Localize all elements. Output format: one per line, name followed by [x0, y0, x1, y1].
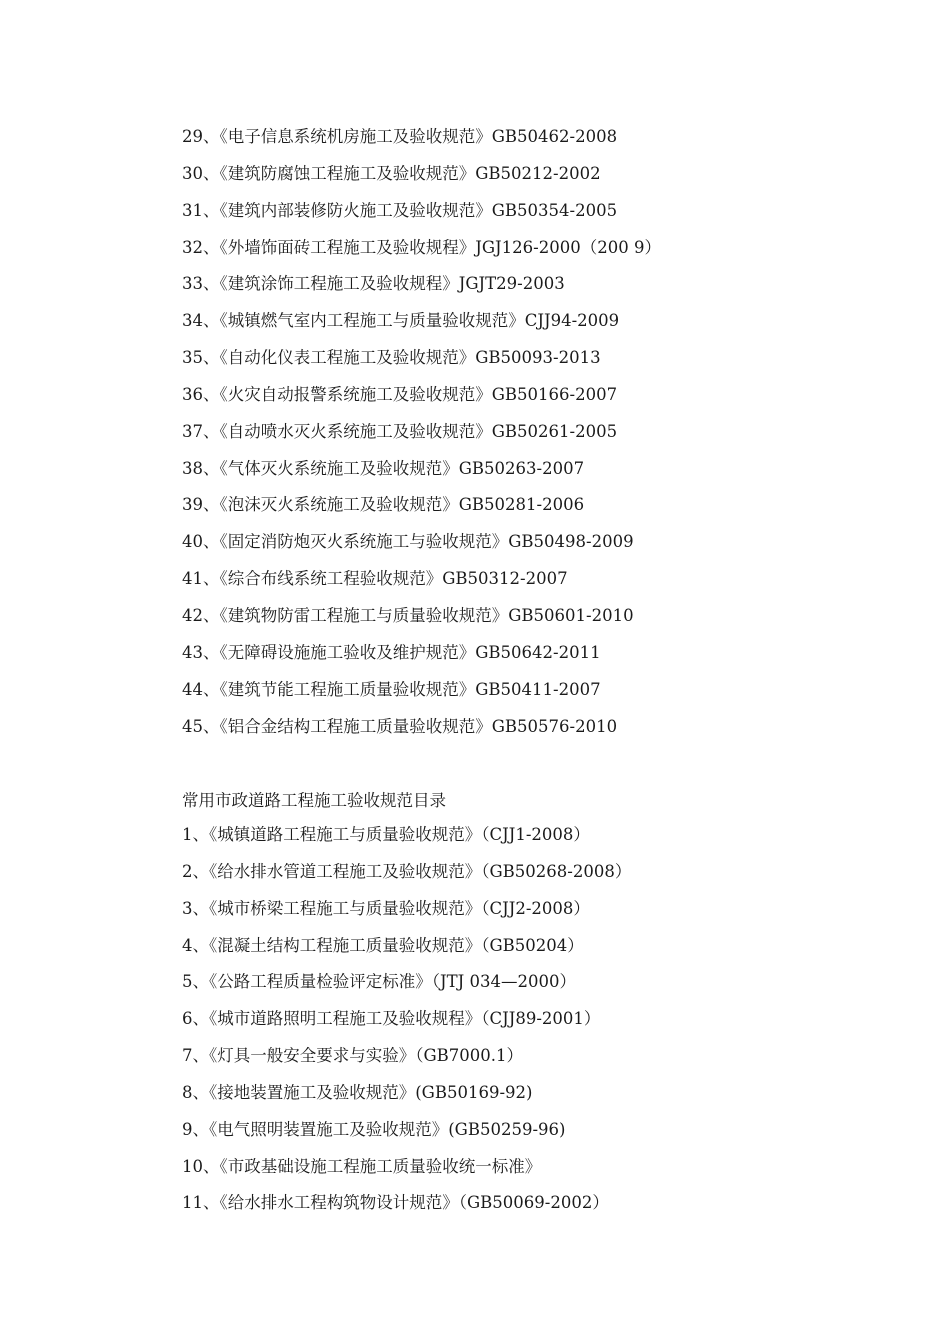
list-item: 44、《建筑节能工程施工质量验收规范》GB50411-2007	[182, 679, 601, 699]
list-item: 35、《自动化仪表工程施工及验收规范》GB50093-2013	[182, 348, 601, 368]
list-item: 5、《公路工程质量检验评定标准》（JTJ 034—2000）	[182, 972, 576, 992]
list-item: 30、《建筑防腐蚀工程施工及验收规范》GB50212-2002	[182, 163, 601, 183]
list-item: 39、《泡沫灭火系统施工及验收规范》GB50281-2006	[182, 495, 585, 515]
list-item: 3、《城市桥梁工程施工与质量验收规范》（CJJ2-2008）	[182, 898, 590, 918]
list-item: 6、《城市道路照明工程施工及验收规程》（CJJ89-2001）	[182, 1009, 601, 1029]
list-item: 31、《建筑内部装修防火施工及验收规范》GB50354-2005	[182, 200, 618, 220]
list-item: 37、《自动喷水灭火系统施工及验收规范》GB50261-2005	[182, 421, 618, 441]
list-item: 41、《综合布线系统工程验收规范》GB50312-2007	[182, 569, 568, 589]
list-item: 36、《火灾自动报警系统施工及验收规范》GB50166-2007	[182, 384, 618, 404]
list-item: 33、《建筑涂饰工程施工及验收规程》JGJT29-2003	[182, 274, 565, 294]
list-item: 9、《电气照明装置施工及验收规范》(GB50259-96)	[182, 1119, 566, 1139]
section-heading: 常用市政道路工程施工验收规范目录	[182, 791, 446, 810]
list-item: 10、《市政基础设施工程施工质量验收统一标准》	[182, 1156, 542, 1176]
list-item: 43、《无障碍设施施工验收及维护规范》GB50642-2011	[182, 642, 601, 662]
list-item: 38、《气体灭火系统施工及验收规范》GB50263-2007	[182, 458, 585, 478]
list-item: 42、《建筑物防雷工程施工与质量验收规范》GB50601-2010	[182, 605, 634, 625]
municipal-standards-list	[182, 821, 631, 1226]
list-item: 1、《城镇道路工程施工与质量验收规范》（CJJ1-2008）	[182, 825, 590, 844]
list-item: 7、《灯具一般安全要求与实验》（GB7000.1）	[182, 1046, 524, 1066]
list-item: 2、《给水排水管道工程施工及验收规范》（GB50268-2008）	[182, 861, 632, 881]
list-item: 8、《接地装置施工及验收规范》(GB50169-92)	[182, 1082, 533, 1102]
list-item: 40、《固定消防炮灭火系统施工与验收规范》GB50498-2009	[182, 532, 634, 552]
list-item: 11、《给水排水工程构筑物设计规范》（GB50069-2002）	[182, 1193, 609, 1213]
list-item: 4、《混凝土结构工程施工质量验收规范》（GB50204）	[182, 935, 584, 955]
list-item: 29、《电子信息系统机房施工及验收规范》GB50462-2008	[182, 127, 618, 146]
list-item: 34、《城镇燃气室内工程施工与质量验收规范》CJJ94-2009	[182, 311, 620, 331]
list-item: 45、《铝合金结构工程施工质量验收规范》GB50576-2010	[182, 716, 618, 736]
list-item: 32、《外墙饰面砖工程施工及验收规程》JGJ126-2000（200 9）	[182, 237, 661, 257]
standards-list	[182, 123, 661, 749]
